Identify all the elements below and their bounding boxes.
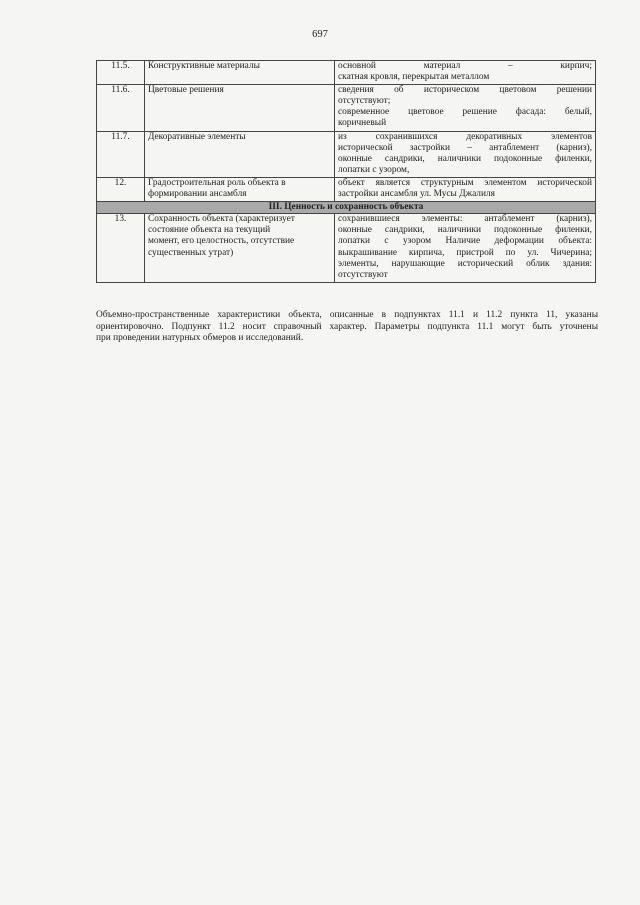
item-number: 11.5.	[97, 61, 145, 85]
item-name	[145, 85, 335, 131]
item-name	[145, 61, 335, 85]
cell-line: Конструктивные материалы	[148, 61, 260, 71]
cell-line: существенных утрат)	[148, 247, 234, 258]
item-number: 13.	[97, 214, 145, 283]
table-row	[97, 131, 596, 177]
item-name	[145, 131, 335, 177]
section-header-row	[97, 202, 596, 214]
cell-line: лопатки с узором Наличие деформации объекта:	[338, 236, 592, 247]
cell-line: из сохранившихся декоративных элементов	[338, 131, 592, 142]
cell-line: элементы, нарушающие исторический облик здания:	[338, 258, 592, 269]
table-row	[97, 61, 596, 85]
item-value	[335, 131, 596, 177]
cell-line: формировании ансамбля	[148, 189, 247, 200]
cell-line: Градостроительная роль объекта в	[148, 177, 286, 188]
note-paragraph	[96, 310, 598, 345]
cell-line: оконные сандрики, наличники подоконные филенки,	[338, 225, 592, 236]
table-row	[97, 85, 596, 131]
cell-line: исторической застройки – антаблемент (карниз),	[338, 142, 592, 153]
section-title: III. Ценность и сохранность объекта	[97, 202, 596, 214]
cell-line: объект является структурным элементом исторической	[338, 177, 592, 188]
table-row	[97, 214, 596, 283]
cell-line: коричневый	[338, 118, 387, 129]
item-value	[335, 85, 596, 131]
item-name	[145, 214, 335, 283]
item-value	[335, 214, 596, 283]
note-line: Объемно-пространственные характеристики объекта, описанные в подпунктах 11.1 и 11.2 пункта 11, указаны	[96, 310, 598, 320]
cell-line: Цветовые решения	[148, 85, 224, 96]
cell-line: сохранившиеся элементы: антаблемент (карниз),	[338, 214, 592, 225]
item-number: 11.6.	[97, 85, 145, 131]
cell-line: оконные сандрики, наличники подоконные филенки,	[338, 153, 592, 164]
cell-line: основной материал – кирпич;	[338, 61, 592, 71]
cell-line: момент, его целостность, отсутствие	[148, 236, 295, 247]
cell-line: скатная кровля, перекрытая металлом	[338, 72, 490, 83]
cell-line: состояние объекта на текущий	[148, 225, 271, 236]
item-number: 12.	[97, 177, 145, 201]
item-number: 11.7.	[97, 131, 145, 177]
cell-line: застройки ансамбля ул. Мусы Джалиля	[338, 189, 495, 200]
cell-line: отсутствуют	[338, 269, 388, 280]
note-line: при проведении натурных обмеров и исследований.	[96, 333, 304, 344]
item-value	[335, 61, 596, 85]
note-line: ориентировочно. Подпункт 11.2 носит справочный характер. Параметры подпункта 11.1 могут быть уточнены	[96, 321, 598, 332]
cell-line: сведения об историческом цветовом решении	[338, 85, 592, 96]
item-name	[145, 177, 335, 201]
cell-line: отсутствуют;	[338, 96, 391, 107]
cell-line: лопатки с узором,	[338, 164, 410, 175]
cell-line: Сохранность объекта (характеризует	[148, 214, 295, 225]
object-characteristics-table	[96, 60, 596, 283]
item-value	[335, 177, 596, 201]
cell-line: современное цветовое решение фасада: белый,	[338, 107, 592, 118]
cell-line: выкрашивание кирпича, пристрой по ул. Чичерина;	[338, 247, 592, 258]
cell-line: Декоративные элементы	[148, 131, 246, 142]
page-number: 697	[312, 29, 328, 40]
table-row	[97, 177, 596, 201]
